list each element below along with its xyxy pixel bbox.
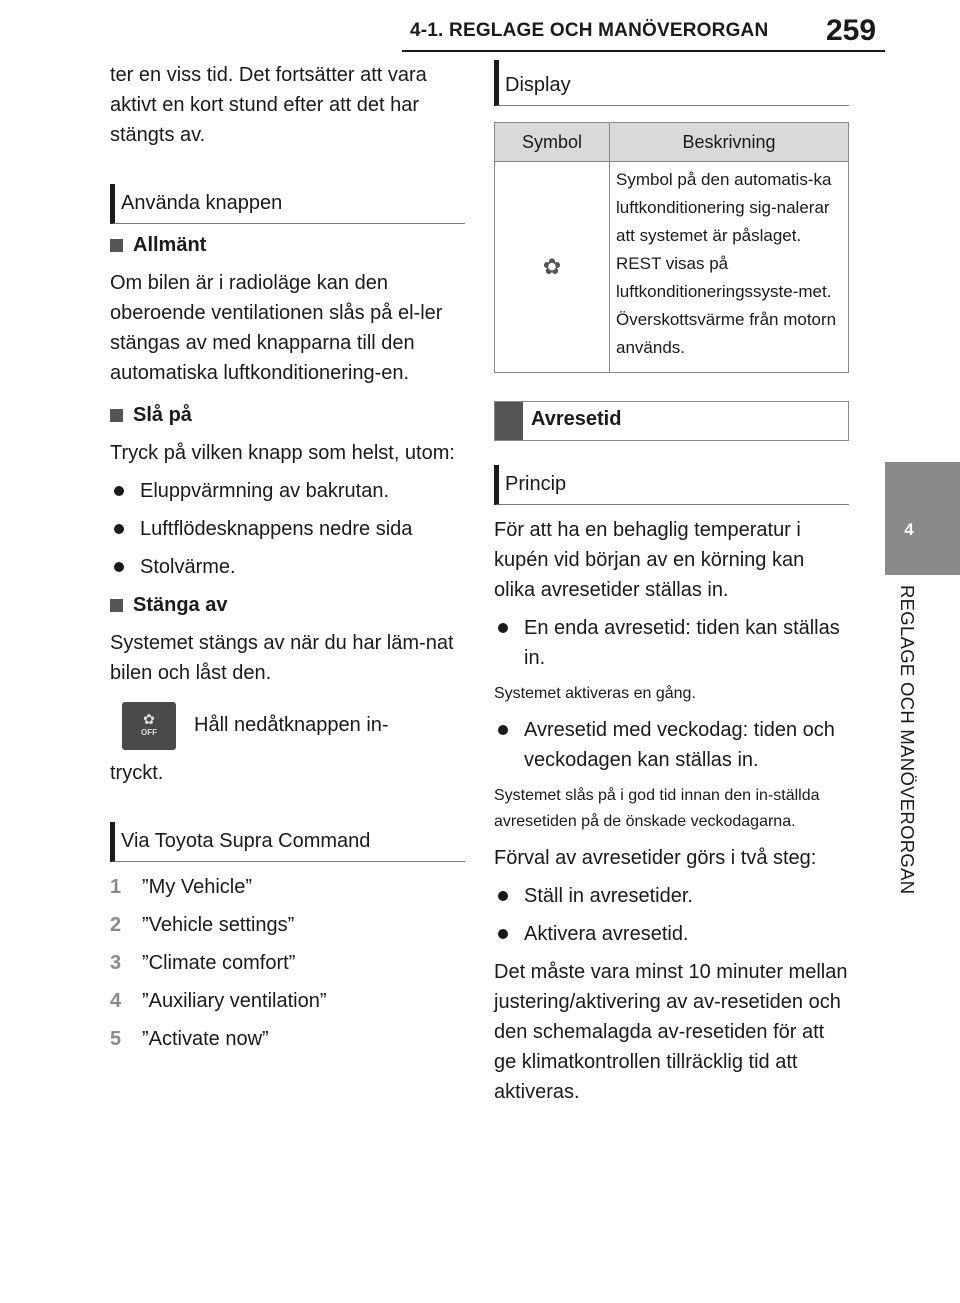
heading-preset-time — [494, 401, 849, 441]
table-header-symbol: Symbol — [495, 123, 610, 162]
step-text: ”Auxiliary ventilation” — [142, 990, 327, 1012]
bullet-text: Eluppvärmning av bakrutan. — [140, 480, 390, 502]
preselect-paragraph: Förval av avresetider görs i två steg: — [494, 847, 817, 869]
square-bullet-icon — [110, 239, 123, 252]
off-button-row — [110, 702, 465, 766]
heading-principle: Princip — [494, 465, 849, 505]
header-divider — [402, 50, 885, 52]
section-title: 4-1. REGLAGE OCH MANÖVERORGAN — [410, 20, 769, 41]
bullet-text: Avresetid med veckodag: tiden och veckodagen kan ställas in. — [524, 719, 835, 771]
bullet-text: Ställ in avresetider. — [524, 885, 693, 907]
bullet-dot-icon — [114, 486, 124, 496]
step-item — [110, 1024, 465, 1054]
fan-icon: ✿ — [143, 711, 155, 727]
bullet-dot-icon — [114, 562, 124, 572]
bullet-item — [494, 919, 849, 949]
chapter-tab — [885, 462, 960, 575]
step-number: 2 — [110, 914, 122, 936]
subhead-turn-off-text: Stänga av — [133, 594, 228, 616]
step-text: ”Vehicle settings” — [142, 914, 295, 936]
subhead-turn-on — [110, 400, 465, 430]
bullet-text: Luftflödesknappens nedre sida — [140, 518, 413, 540]
bullet-item — [494, 613, 849, 673]
subhead-turn-off — [110, 590, 465, 620]
table-cell-description: Symbol på den automatis-ka luftkonditionering sig-nalerar att systemet är påslaget. REST visas på luftkonditioneringssyste-met. Överskottsvärme från motorn används. — [610, 162, 849, 373]
heading-use-button: Använda knappen — [110, 184, 465, 224]
step-item — [110, 910, 465, 940]
table-header-row — [495, 123, 849, 162]
heading-marker — [495, 402, 523, 440]
heading-preset-time-text: Avresetid — [531, 408, 622, 430]
table-row — [495, 162, 849, 373]
heading-supra-command: Via Toyota Supra Command — [110, 822, 465, 862]
step-number: 5 — [110, 1028, 122, 1050]
bullet-dot-icon — [498, 725, 508, 735]
step-number: 3 — [110, 952, 122, 974]
bullet-dot-icon — [498, 929, 508, 939]
hold-instruction-2: tryckt. — [110, 762, 164, 784]
step-item — [110, 872, 465, 902]
subhead-turn-on-text: Slå på — [133, 404, 192, 426]
bullet-item — [494, 881, 849, 911]
bullet-dot-icon — [498, 623, 508, 633]
square-bullet-icon — [110, 409, 123, 422]
intro-paragraph: ter en viss tid. Det fortsätter att vara aktivt en kort stund efter att det har stängts av. — [110, 64, 427, 146]
bullet-text: Aktivera avresetid. — [524, 923, 689, 945]
bullet-item — [494, 715, 849, 775]
off-label: OFF — [141, 728, 157, 737]
table-header-description: Beskrivning — [610, 123, 849, 162]
hold-instruction-1: Håll nedåtknappen in- — [194, 714, 389, 736]
note-weekday: Systemet slås på i god tid innan den in-ställda avresetiden på de önskade veckodagarna. — [494, 787, 820, 830]
bullet-dot-icon — [114, 524, 124, 534]
step-number: 1 — [110, 876, 122, 898]
principle-paragraph: För att ha en behaglig temperatur i kupén vid början av en körning kan olika avresetider ställas in. — [494, 519, 805, 601]
auto-ac-fan-icon: ✿ — [542, 254, 562, 279]
step-text: ”Activate now” — [142, 1028, 269, 1050]
left-column — [110, 60, 465, 1062]
bullet-text: Stolvärme. — [140, 556, 236, 578]
bullet-item — [110, 552, 465, 582]
bullet-item — [110, 476, 465, 506]
display-table — [494, 122, 849, 373]
chapter-title-vertical: REGLAGE OCH MANÖVERORGAN — [897, 585, 918, 895]
bullet-dot-icon — [498, 891, 508, 901]
general-paragraph: Om bilen är i radioläge kan den oberoende ventilationen slås på el-ler stängas av med knapparna till den automatiska luftkonditionering-en. — [110, 272, 443, 384]
step-number: 4 — [110, 990, 122, 1012]
right-column — [494, 60, 849, 1107]
step-text: ”Climate comfort” — [142, 952, 296, 974]
turn-on-paragraph: Tryck på vilken knapp som helst, utom: — [110, 442, 455, 464]
chapter-number: 4 — [904, 520, 914, 539]
page-number: 259 — [826, 14, 877, 47]
subhead-general — [110, 230, 465, 260]
note-single: Systemet aktiveras en gång. — [494, 685, 696, 702]
square-bullet-icon — [110, 599, 123, 612]
step-item — [110, 986, 465, 1016]
bullet-text: En enda avresetid: tiden kan ställas in. — [524, 617, 840, 669]
step-text: ”My Vehicle” — [142, 876, 253, 898]
bullet-item — [110, 514, 465, 544]
step-item — [110, 948, 465, 978]
final-paragraph: Det måste vara minst 10 minuter mellan justering/aktivering av av-resetiden och den schemalagda av-resetiden för att ge klimatkontrollen tillräcklig tid att aktiveras. — [494, 961, 848, 1103]
fan-off-button-image — [122, 702, 176, 750]
subhead-general-text: Allmänt — [133, 234, 207, 256]
turn-off-paragraph: Systemet stängs av när du har läm-nat bilen och låst den. — [110, 632, 454, 684]
table-cell-symbol — [495, 162, 610, 373]
heading-display: Display — [494, 60, 849, 106]
